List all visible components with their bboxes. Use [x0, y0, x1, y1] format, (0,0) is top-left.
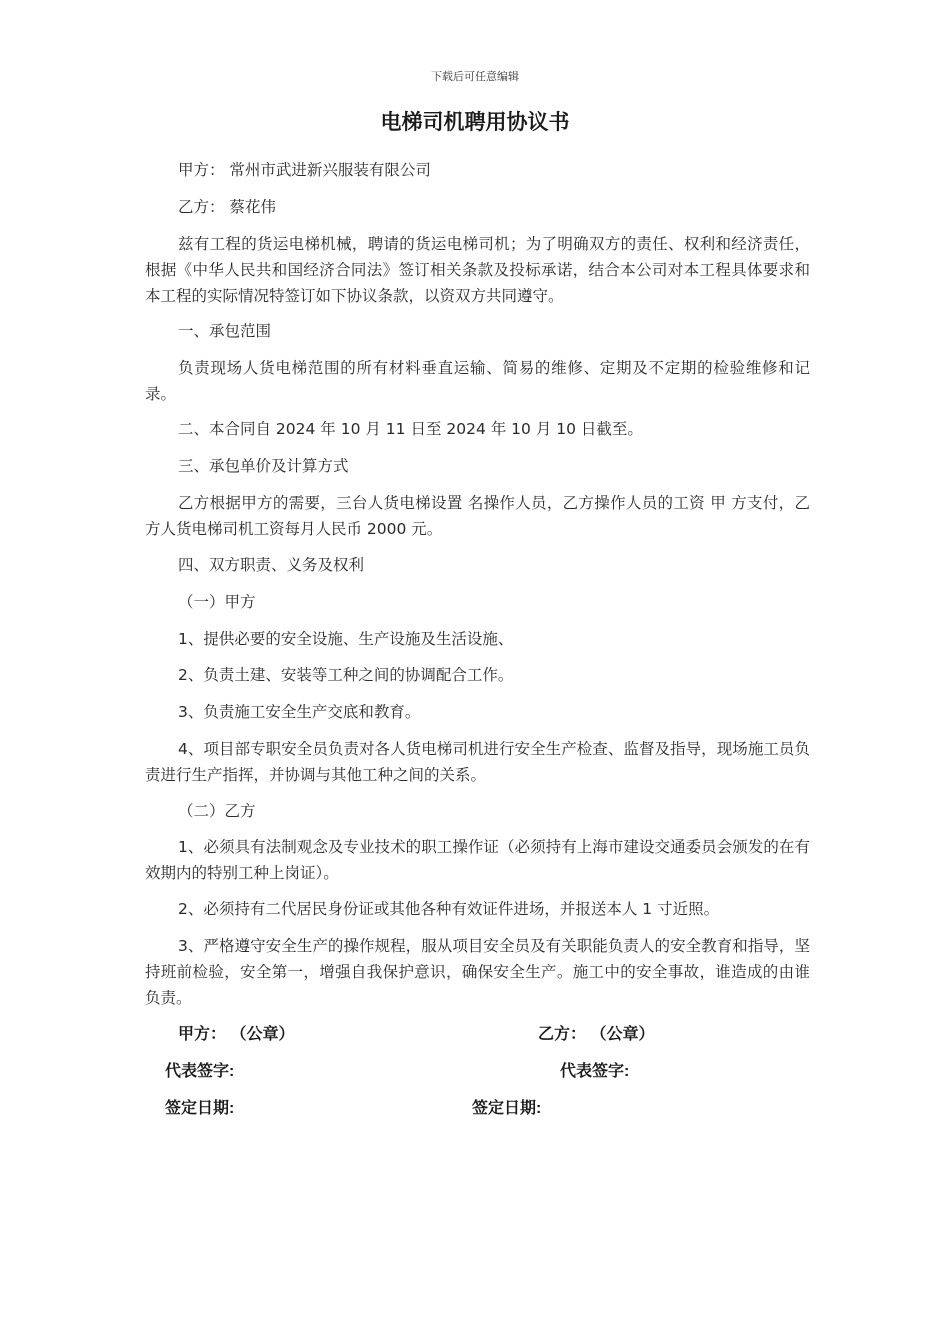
party-b-line: 乙方： 蔡花伟 — [178, 198, 276, 216]
party-a-representative: 代表签字: — [165, 1063, 235, 1080]
party-a-duties-title: （一）甲方 — [178, 593, 256, 611]
party-a-duty-2: 2、负责土建、安装等工种之间的协调配合工作。 — [178, 666, 514, 684]
party-b-duty-3: 3、严格遵守安全生产的操作规程，服从项目安全员及有关职能负责人的安全教育和指导，坚持班前检验，安全第一，增强自我保护意识，确保安全生产。施工中的安全事故，谁造成的由谁负责。 — [145, 937, 810, 1007]
party-a-sign-date: 签定日期: — [165, 1100, 235, 1117]
party-b-duty-1: 1、必须具有法制观念及专业技术的职工操作证（必须持有上海市建设交通委员会颁发的在有效期内的特别工种上岗证）。 — [145, 838, 810, 882]
party-b-duty-2: 2、必须持有二代居民身份证或其他各种有效证件进场，并报送本人 1 寸近照。 — [178, 900, 720, 918]
party-a-duty-3: 3、负责施工安全生产交底和教育。 — [178, 703, 421, 721]
section-1-title: 一、承包范围 — [178, 322, 272, 340]
party-a-duty-4: 4、项目部专职安全员负责对各人货电梯司机进行安全生产检查、监督及指导，现场施工员负责进行生产指挥，并协调与其他工种之间的关系。 — [145, 740, 810, 784]
party-b-sign-date: 签定日期: — [472, 1100, 542, 1117]
party-b-seal: 乙方： （公章） — [538, 1026, 655, 1043]
party-a-line: 甲方： 常州市武进新兴服装有限公司 — [178, 161, 431, 179]
section-2-term: 二、本合同自 2024 年 10 月 11 日至 2024 年 10 月 10 日截至。 — [178, 420, 643, 438]
document-title: 电梯司机聘用协议书 — [380, 110, 570, 134]
party-a-seal: 甲方： （公章） — [178, 1026, 295, 1043]
section-4-title: 四、双方职责、义务及权利 — [178, 556, 365, 574]
page-header: 下载后可任意编辑 — [431, 70, 519, 83]
intro-paragraph: 兹有工程的货运电梯机械，聘请的货运电梯司机；为了明确双方的责任、权利和经济责任，根据《中华人民共和国经济合同法》签订相关条款及投标承诺，结合本公司对本工程具体要求和本工程的实际情况特签订如下协议条款，以资双方共同遵守。 — [145, 235, 810, 305]
party-b-representative: 代表签字: — [560, 1063, 630, 1080]
section-3-body: 乙方根据甲方的需要，三台人货电梯设置 名操作人员，乙方操作人员的工资 甲 方支付，乙方人货电梯司机工资每月人民币 2000 元。 — [145, 494, 810, 538]
section-3-title: 三、承包单价及计算方式 — [178, 457, 349, 475]
party-b-duties-title: （二）乙方 — [178, 802, 256, 820]
party-a-duty-1: 1、提供必要的安全设施、生产设施及生活设施、 — [178, 630, 514, 648]
section-1-body: 负责现场人货电梯范围的所有材料垂直运输、简易的维修、定期及不定期的检验维修和记录。 — [145, 359, 810, 403]
